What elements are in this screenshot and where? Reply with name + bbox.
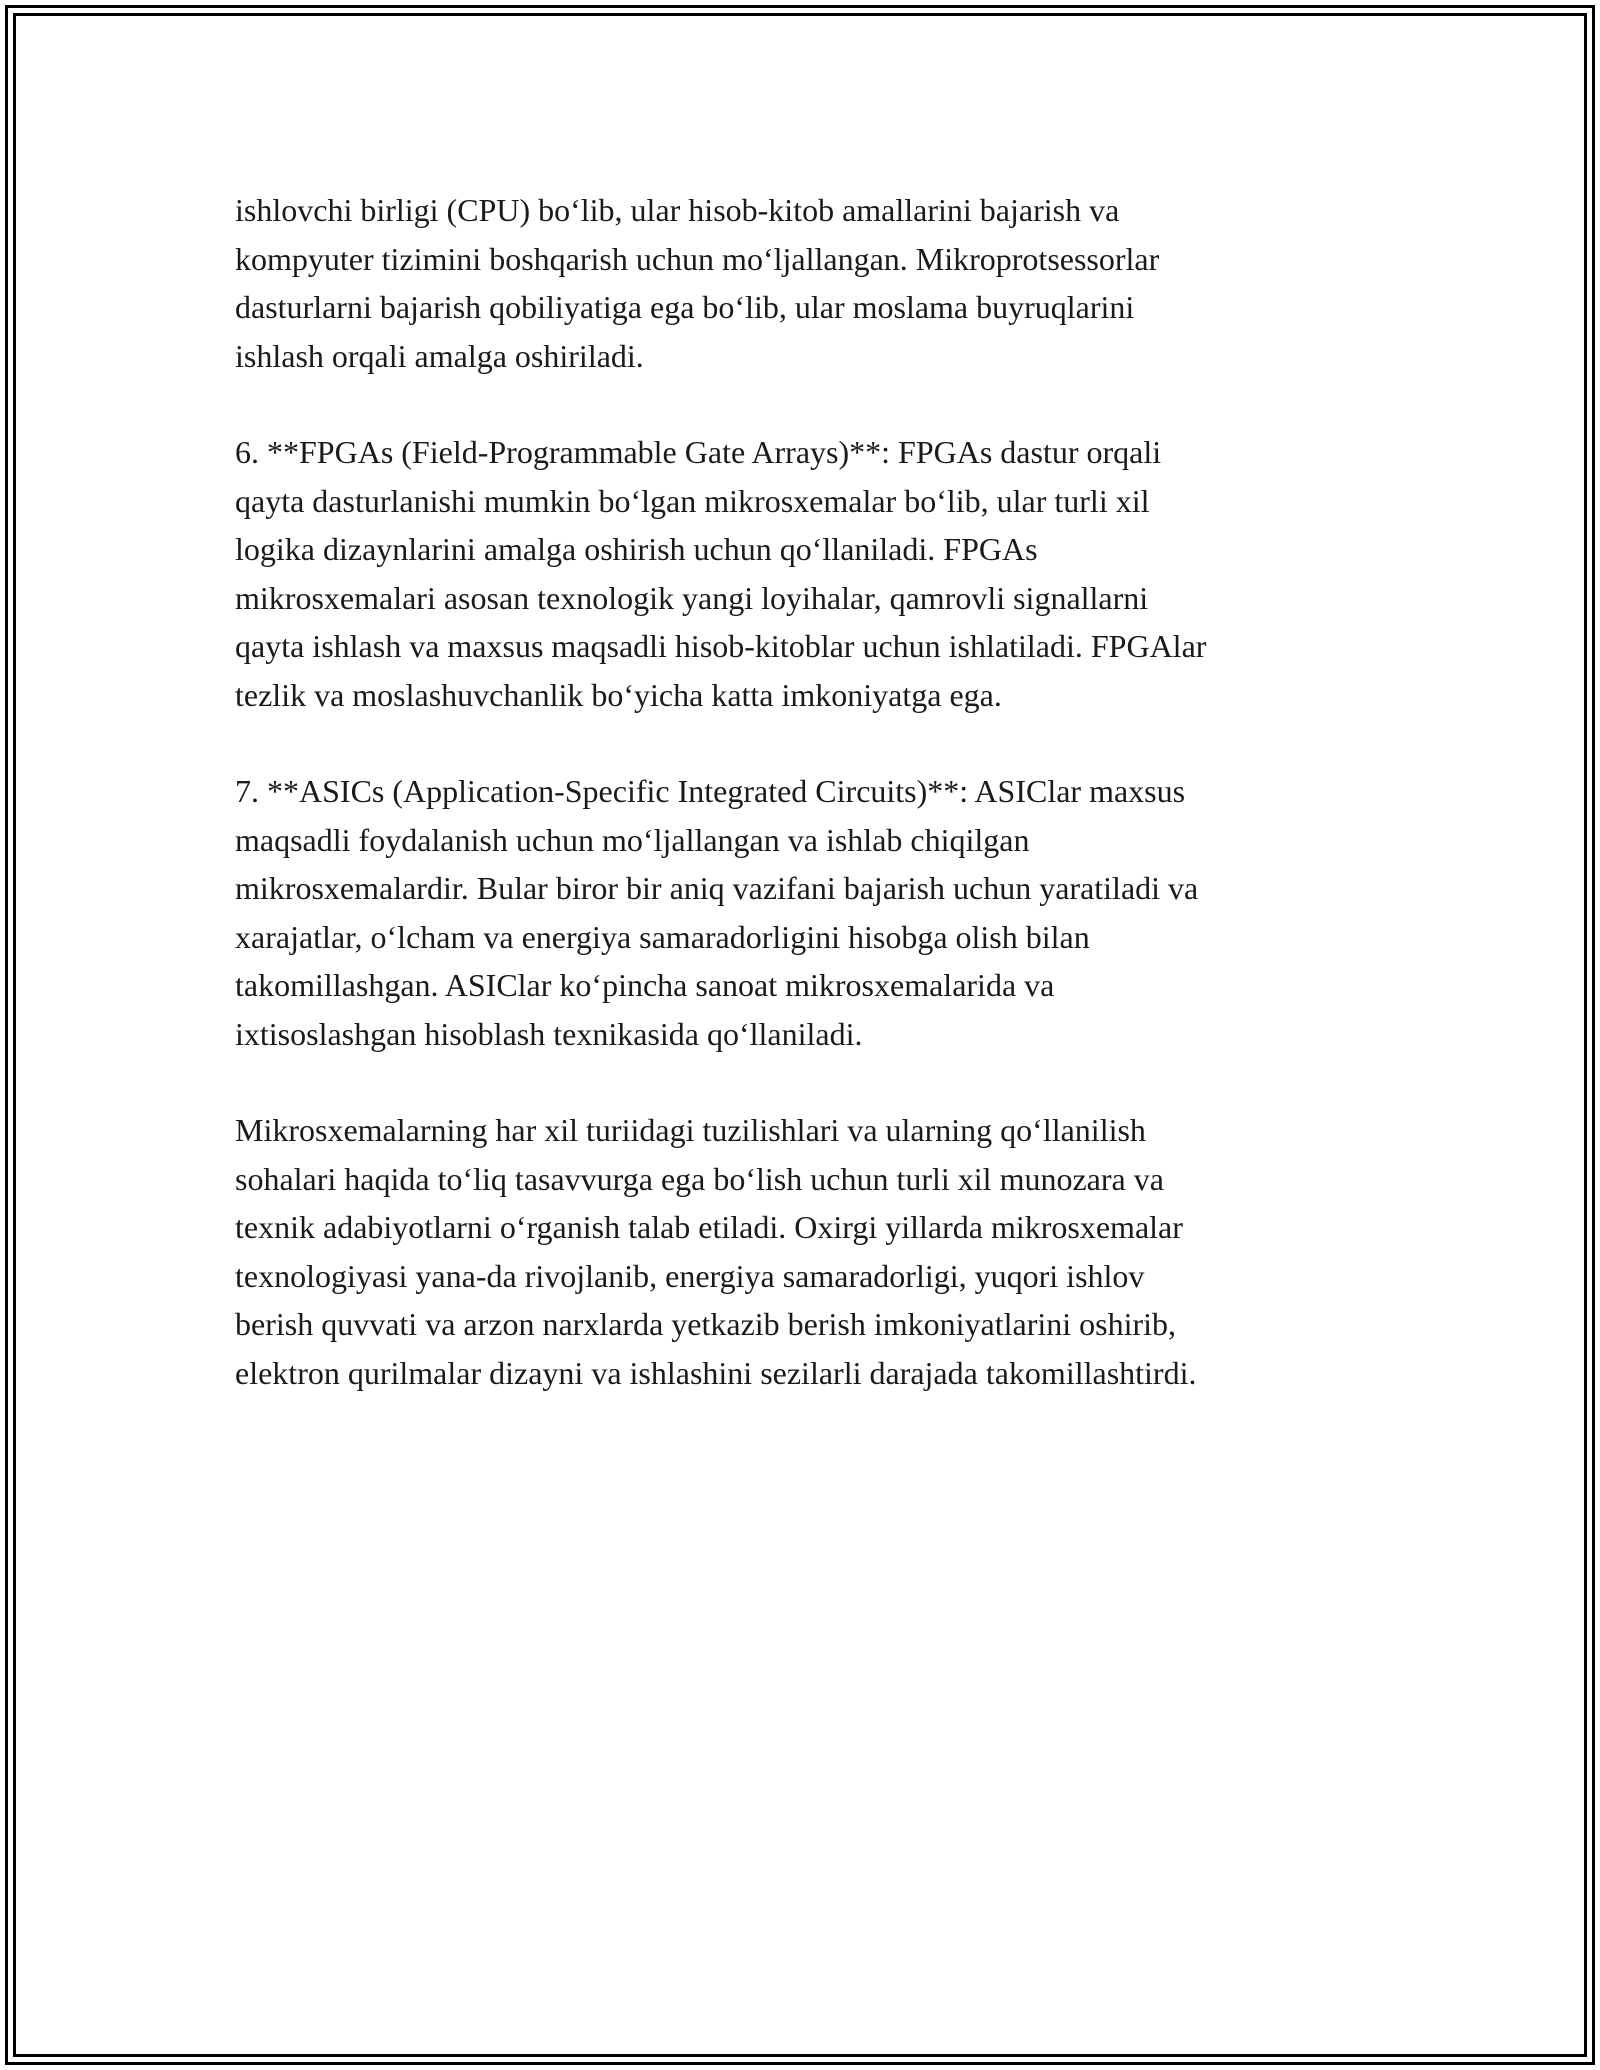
paragraph-cpu-continuation: ishlovchi birligi (CPU) bo‘lib, ular hisob-kitob amallarini bajarish va kompyuter tizimini boshqarish uchun mo‘ljallangan. Mikroprotsessorlar dasturlarni bajarish qobiliyatiga ega bo‘lib, ular moslama buyruqlarini ishlash orqali amalga oshiriladi. bbox=[235, 192, 1160, 374]
paragraph-conclusion: Mikrosxemalarning har xil turiidagi tuzilishlari va ularning qo‘llanilish sohalari haqida to‘liq tasavvurga ega bo‘lish uchun turli xil munozara va texnik adabiyotlarni o‘rganish talab etiladi. Oxirgi yillarda mikrosxemalar texnologiyasi yana-da rivojlanib, energiya samaradorligi, yuqori ishlov berish quvvati va arzon narxlarda yetkazib berish imkoniyatlarini oshirib, elektron qurilmalar dizayni va ishlashini sezilarli darajada takomillashtirdi. bbox=[235, 1112, 1197, 1391]
document-body bbox=[235, 186, 1375, 1445]
paragraph-fpgas: 6. **FPGAs (Field-Programmable Gate Arrays)**: FPGAs dastur orqali qayta dasturlanishi mumkin bo‘lgan mikrosxemalar bo‘lib, ular turli xil logika dizaynlarini amalga oshirish uchun qo‘llaniladi. FPGAs mikrosxemalari asosan texnologik yangi loyihalar, qamrovli signallarni qayta ishlash va maxsus maqsadli hisob-kitoblar uchun ishlatiladi. FPGAlar tezlik va moslashuvchanlik bo‘yicha katta imkoniyatga ega. bbox=[235, 434, 1207, 713]
paragraph-asics: 7. **ASICs (Application-Specific Integrated Circuits)**: ASIClar maxsus maqsadli foydalanish uchun mo‘ljallangan va ishlab chiqilgan mikrosxemalardir. Bular biror bir aniq vazifani bajarish uchun yaratiladi va xarajatlar, o‘lcham va energiya samaradorligini hisobga olish bilan takomillashgan. ASIClar ko‘pincha sanoat mikrosxemalarida va ixtisoslashgan hisoblash texnikasida qo‘llaniladi. bbox=[235, 773, 1199, 1052]
